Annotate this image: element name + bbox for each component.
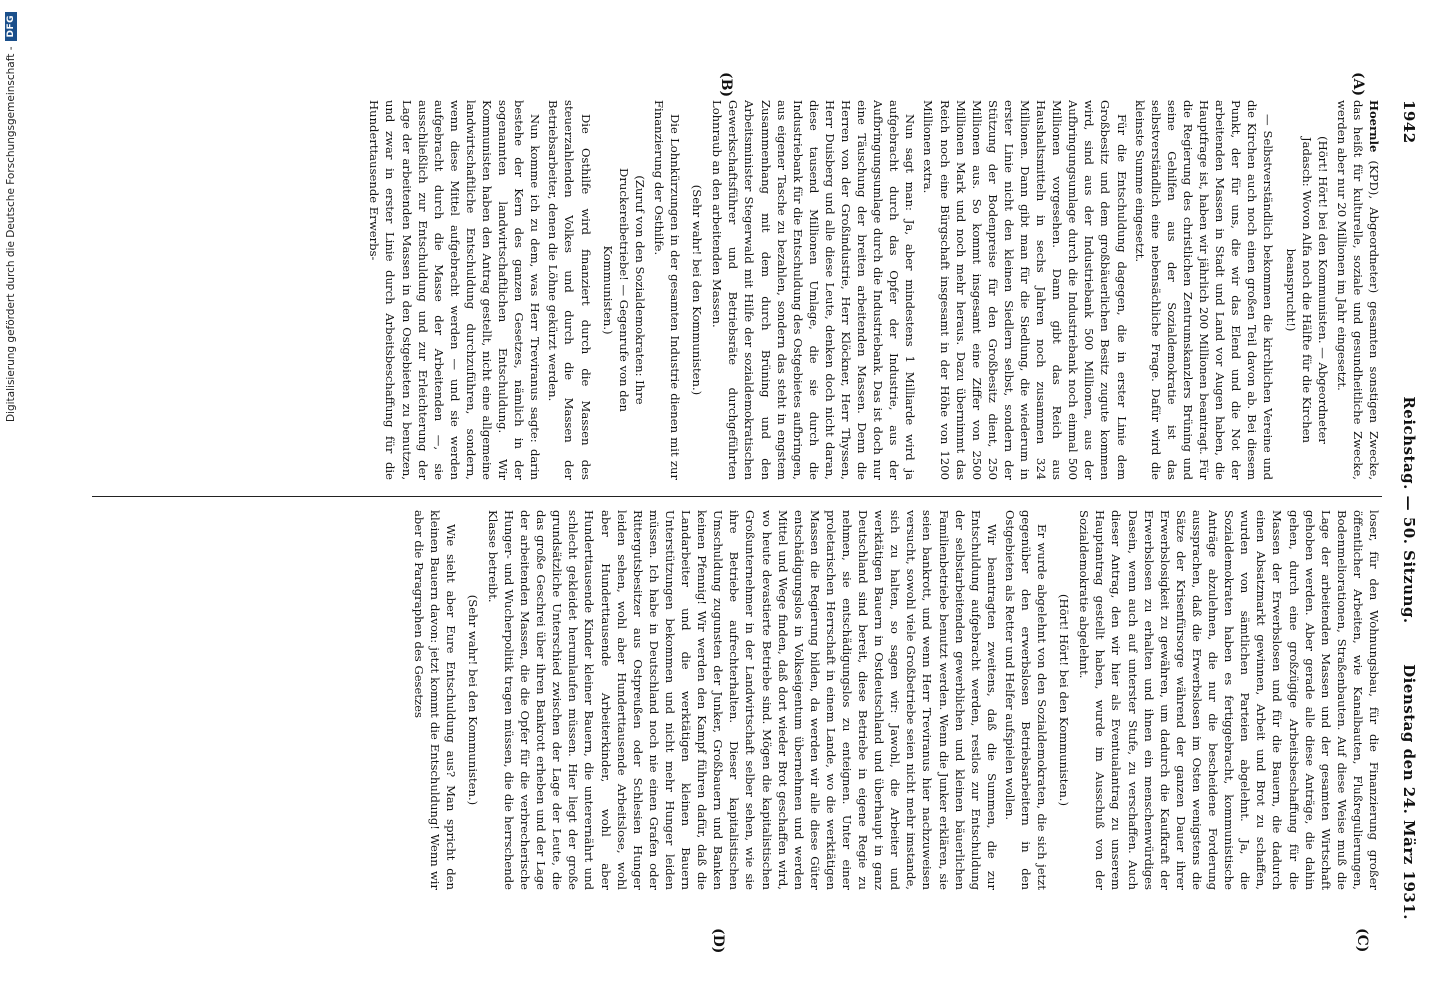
paragraph-text: gesamten sonstigen Zwecke, das heißt für kulturelle, soziale und gesundheitliche Zwecke, werden aber nur 20 Millionen im Jahr eingesetzt. (1334, 100, 1381, 480)
margin-marker-c: (C) (1354, 928, 1370, 953)
header-date: Dienstag den 24. März 1931. (1400, 664, 1418, 920)
column-divider (92, 496, 1382, 497)
paragraph: Wie sieht aber Eure Entschuldung aus? Man spricht den kleinen Bauern davon: jetzt kommt die Entschuldung! Wenn wir aber die Paragraphen des Gesetzes (411, 510, 458, 890)
left-column (82, 100, 1382, 480)
page-number: 1942 (1400, 100, 1418, 144)
margin-marker-d: (D) (710, 928, 726, 954)
page-header (1392, 100, 1426, 920)
paragraph: Die Osthilfe wird finanziert durch die Massen des steuerzahlenden Volkes und durch die Massen der Betriebsarbeiter, denen die Löhne gekürzt werden. (546, 100, 593, 480)
paragraph: Wir beantragten zweitens, daß die Summen, die zur Entschuldung aufgebracht werden, restlos zur Entschuldung der selbstarbeitenden gewerblichen und kleinen bäuerlichen Familienbetriebe benutzt werden. Wenn die Junker erklären, sie seien bankrott, und wenn Herr Treviranus hier nachzuweisen versucht, sowohl viele Großbetriebe seien nicht mehr imstande, sich zu halten, so sagen wir: Jawohl, die Arbeiter und werktätigen Bauern in Ostdeutschland und überhaupt in ganz Deutschland sind bereit, diese Betriebe in eigene Regie zu nehmen, sie entschädigungslos zu enteignen. Unter einer proletarischen Herrschaft in einem Lande, wo die werktätigen Massen die Regierung bilden, da werden wir alle diese Güter entschädigungslos in Volkseigentum übernehmen und werden Mittel und Wege finden, daß dort wieder Brot geschaffen wird, wo heute devastierte Betriebe sind. Mögen die kapitalistischen Großunternehmer in der Landwirtschaft selber sehen, wie sie ihre Betriebe aufrechterhalten. Dieser kapitalistischen Umschuldung zugunsten der Junker, Großbauern und Banken keinen Pfennig! Wir werden den Kampf führen dafür, daß die Landarbeiter und die werktätigen kleinen Bauern Unterstützungen bekommen und nicht mehr Hunger leiden müssen. Ich habe in Deutschland noch nie einen Grafen oder Rittergutsbesitzer aus Ostpreußen oder Schlesien Hunger leiden sehen, wohl aber Hunderttausende Arbeitslose, wohl aber Hunderttausende Arbeiterkinder, wohl aber Hunderttausende Kinder kleiner Bauern, die unterernährt und schlecht gekleidet herumlaufen müssen. Hier liegt der große grundsätzliche Unterschied zwischen der Lage der Leute, die das große Geschrei über ihren Bankrott erheben und der Lage der arbeitenden Massen, die die Opfer für die verbrecherische Hunger- und Wucherpolitik tragen müssen, die die herrschende Klasse betreibt. (485, 510, 999, 890)
paragraph: Die Lohnkürzungen in der gesamten Industrie dienen mit zur Finanzierung der Osthilfe. (651, 100, 683, 480)
dfg-logo: DFG (5, 12, 17, 41)
credit-text: Digitalisierung gefördert durch die Deutsche Forschungsgemeinschaft - (5, 46, 17, 423)
header-title: Reichstag. — 50. Sitzung. (1400, 396, 1418, 624)
interjection: (Sehr wahr! bei den Kommunisten.) (465, 594, 480, 806)
interjection: (Zuruf von den Sozialdemokraten: Ihre Druckereibetriebe! — Gegenrufe von den Kommunisten.) (600, 168, 647, 412)
interjection: (Hört! Hört! bei den Kommunisten. — Abgeordneter Jadasch: Wovon Alfa noch die Hälfte für die Kirchen beansprucht!) (1283, 136, 1330, 444)
paragraph: Nun komme ich zu dem, was Herr Treviranus sagte: darin bestehe der Kern des ganzen Gesetzes, nämlich in der sogenannten landwirtschaftlichen Entschuldung. Wir Kommunisten haben den Antrag gestellt, nicht eine allgemeine landwirtschaftliche Entschuldung durchzuführen, sondern, wenn diese Mittel aufgebracht werden — und sie werden aufgebracht durch die Masse der Arbeitenden —, sie ausschließlich zur Entschuldung und zur Erleichterung der Lage der arbeitenden Massen in den Ostgebieten zu benutzen, und zwar in erster Linie durch Arbeitsbeschaffung für die Hunderttausende Erwerbs- (367, 100, 543, 480)
margin-marker-a: (A) (1350, 72, 1366, 97)
speaker-role: (KPD), Abgeordneter) (1367, 160, 1381, 294)
paragraph: — Selbstverständlich bekommen die kirchlichen Vereine und die Kirchen auch noch einen großen Teil davon ab. Bei diesem Punkt, der für uns, die wir das Elend und die Not der arbeitenden Massen in Stadt und Land vor Augen haben, die Hauptfrage ist, haben wir jährlich 200 Millionen beantragt. Für die Regierung des christlichen Zentrumskanzlers Brüning und seine Gehilfen aus der Sozialdemokratie ist das selbstverständlich eine nebensächliche Frage. Dafür wird die kleinste Summe eingesetzt. (1132, 100, 1276, 480)
interjection: (Hört! Hört! bei den Kommunisten.) (1057, 593, 1072, 806)
digitization-credit (0, 0, 22, 1000)
paragraph: Nun sagt man: Ja, aber mindestens 1 Milliarde wird ja aufgebracht durch das Opfer der Industrie, aus der Aufbringungsumlage durch die Industriebank. Das ist doch nur eine Täuschung der breiten arbeitenden Massen. Denn die Herren von der Großindustrie, Herr Klöckner, Herr Thyssen, Herr Duisberg und alle diese Leute, denken doch nicht daran, diese tausend Millionen Umlage, die sie durch die Industriebank für die Entschuldung des Ostgebietes aufbringen, aus eigener Tasche zu bezahlen, sondern das steht in engstem Zusammenhang mit dem durch Brüning und den Arbeitsminister Stegerwald mit Hilfe der sozialdemokratischen Gewerkschaftsführer und Betriebsräte durchgeführten Lohnraub an den arbeitenden Massen. (710, 100, 918, 480)
interjection: (Sehr wahr! bei den Kommunisten.) (690, 184, 705, 396)
paragraph: Er wurde abgelehnt von den Sozialdemokraten, die sich jetzt gegenüber den erwerbslosen Betriebsarbeitern in den Ostgebieten als Retter und Helfer aufspielen wollen. (1002, 510, 1050, 890)
paragraph: loser, für den Wohnungsbau, für die Finanzierung großer öffentlicher Arbeiten, wie Kanalbauten, Flußregulierungen, Bodenmeliorationen, Straßenbauten. Auf diese Weise muß die Lage der arbeitenden Massen und der gesamten Wirtschaft gehoben werden. Aber gerade alle diese Anträge, die dahin gehen, durch eine großzügige Arbeitsbeschaffung für die Massen der Erwerbslosen und für die Bauern, die dadurch einen Absatzmarkt gewinnen, Arbeit und Brot zu schaffen, wurden von sämtlichen Parteien abgelehnt. Ja, die Sozialdemokraten haben es fertiggebracht, kommunistische Anträge abzulehnen, die nur die bescheidene Forderung aussprachen, daß die Erwerbslosen im Osten wenigstens die Sätze der Krisenfürsorge während der ganzen Dauer ihrer Erwerbslosigkeit zu gewähren, um dadurch die Kaufkraft der Erwerbslosen zu erhalten und ihnen ein menschenwürdiges Dasein, wenn auch auf unterster Stufe, zu verschaffen. Auch dieser Antrag, den wir hier als Eventualantrag zu unserem Hauptantrag gestellt haben, wurde im Ausschuß von der Sozialdemokratie abgelehnt. (1077, 510, 1381, 890)
paragraph: Für die Entschuldung dagegen, die in erster Linie dem Großbesitz und dem großbäuerlichen Besitz zugute kommen wird, sind aus der Industriebank 500 Millionen, aus der Aufbringungsumlage durch die Industriebank noch einmal 500 Millionen vorgesehen. Dann gibt das Reich aus Haushaltsmitteln in sechs Jahren noch zusammen 324 Millionen. Dann gibt man für die Siedlung, die wiederum in erster Linie nicht den kleinen Siedlern selbst, sondern der Stützung der Bodenpreise für den Großbesitz dient, 250 Millionen aus. So kommt insgesamt eine Ziffer von 2500 Millionen Mark und noch mehr heraus. Dazu übernimmt das Reich noch eine Bürgschaft insgesamt in der Höhe von 1200 Millionen extra. (921, 100, 1129, 480)
speaker-paragraph (1334, 100, 1382, 480)
right-column (82, 510, 1382, 890)
margin-marker-b: (B) (718, 72, 734, 98)
speaker-name: Hoernle (1367, 100, 1381, 153)
